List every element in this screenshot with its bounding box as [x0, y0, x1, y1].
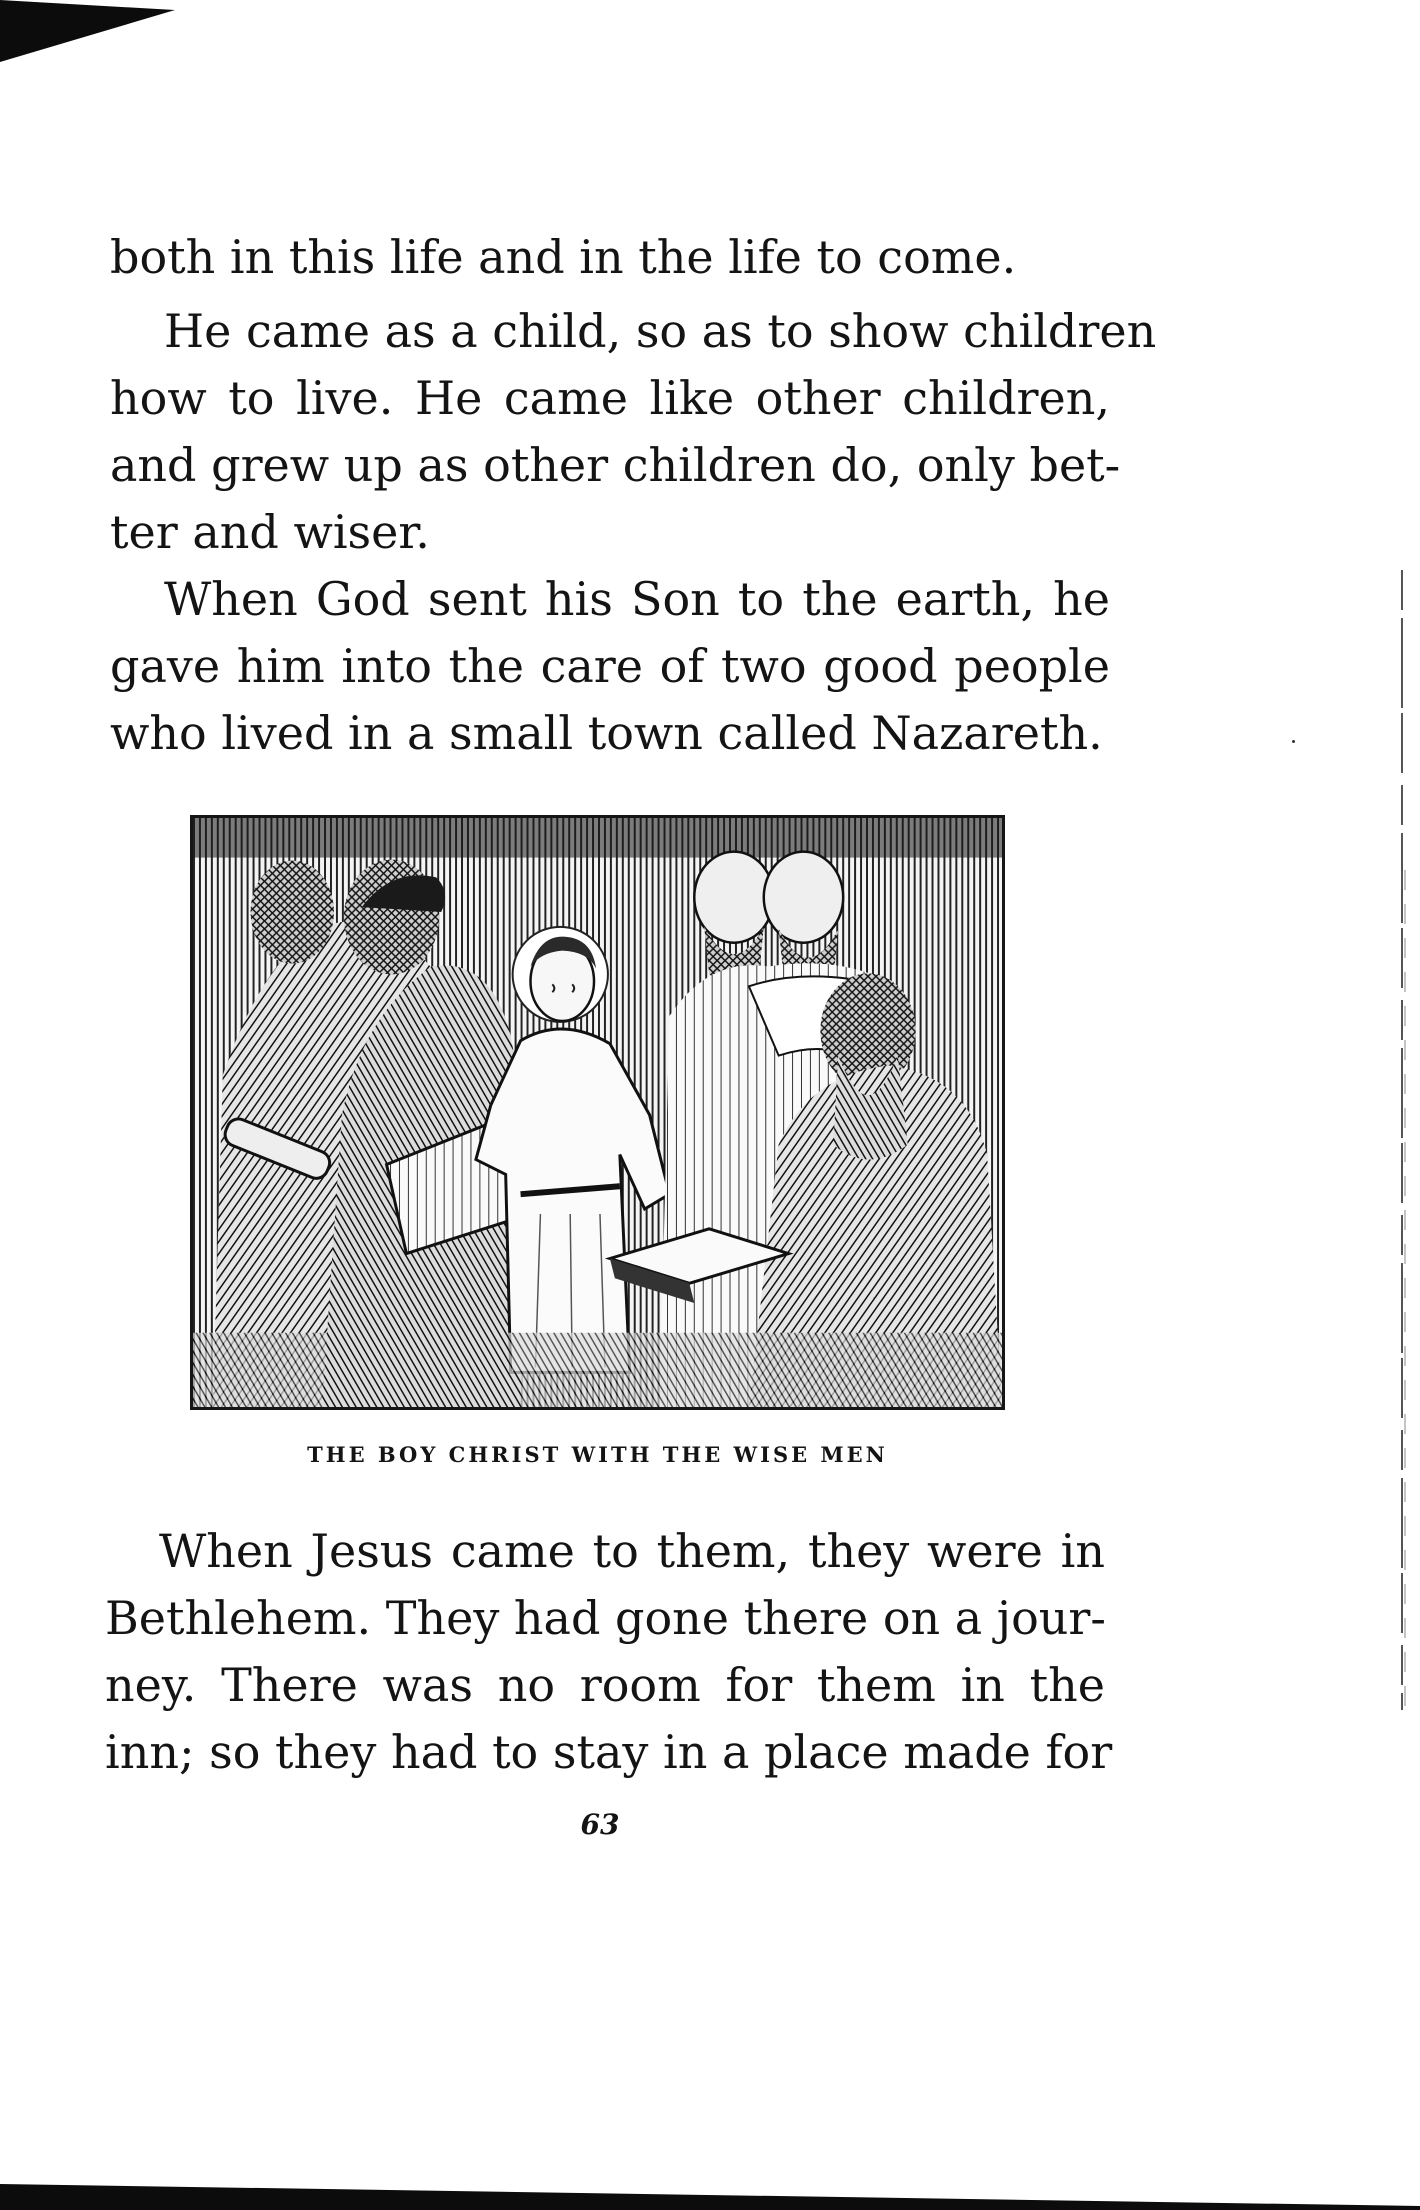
text-line: Bethlehem. They had gone there on a jour- — [105, 1591, 1106, 1645]
text-line: He came as a child, so as to show children — [164, 304, 1157, 358]
page-number: 63 — [580, 1808, 620, 1841]
scan-corner-mark — [0, 0, 180, 70]
scan-dust-dot — [1292, 740, 1295, 743]
text-line: When God sent his Son to the earth, he — [164, 572, 1110, 626]
engraving-image — [193, 818, 1002, 1407]
text-line: ney. There was no room for them in the — [105, 1658, 1105, 1712]
text-line: gave him into the care of two good people — [110, 639, 1110, 693]
text-line: When Jesus came to them, they were in — [159, 1524, 1105, 1578]
text-line: how to live. He came like other children, — [110, 371, 1110, 425]
scan-edge-streak — [1390, 570, 1414, 1730]
scan-bottom-edge — [0, 2180, 1420, 2210]
text-line: ter and wiser. — [110, 505, 430, 559]
text-line: inn; so they had to stay in a place made for — [105, 1725, 1113, 1779]
paragraph-continuation — [110, 224, 1110, 291]
text-line: and grew up as other children do, only bet- — [110, 438, 1121, 492]
text-line: who lived in a small town called Nazareth. — [110, 706, 1103, 760]
illustration-boy-christ — [190, 815, 1005, 1410]
paragraph-nazareth — [110, 566, 1110, 767]
paragraph-bethlehem — [105, 1518, 1113, 1786]
text-line: both in this life and in the life to come. — [110, 230, 1017, 284]
figure-caption: THE BOY CHRIST WITH THE WISE MEN — [307, 1442, 888, 1467]
paragraph-child — [110, 298, 1157, 566]
